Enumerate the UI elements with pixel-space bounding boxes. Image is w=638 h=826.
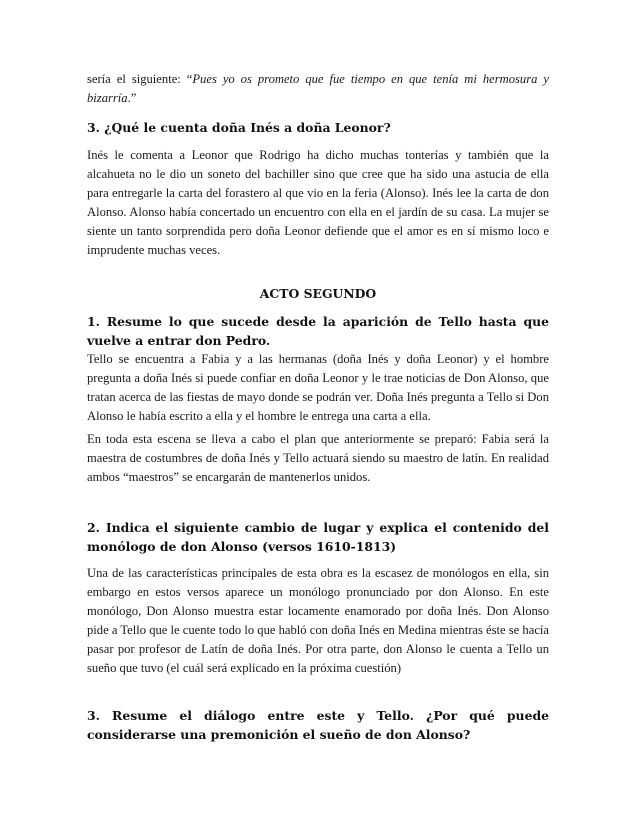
s1-heading-block bbox=[87, 312, 549, 350]
q3-heading-block bbox=[87, 118, 549, 137]
intro-paragraph-block bbox=[87, 70, 549, 108]
intro-prefix: sería el siguiente: “ bbox=[87, 72, 193, 86]
s1-paragraph-1: Tello se encuentra a Fabia y a las hermanas (doña Inés y doña Leonor) y el hombre pregunta a doña Inés si puede confiar en doña Leonor y le trae noticias de Don Alonso, que tratan acerca de las fiestas de mayo donde se podrán ver. Doña Inés pregunta a Tello si Don Alonso le había escrito a ella y el hombre le entrega una carta a ella. bbox=[87, 352, 549, 423]
s1-paragraph2-block bbox=[87, 430, 549, 487]
intro-quote: Pues yo os prometo que fue tiempo en que tenía mi hermosura y bizarría bbox=[87, 72, 549, 105]
s2-paragraph: Una de las características principales de esta obra es la escasez de monólogos en ella, sin embargo en estos versos aparece un monólogo pronunciado por don Alonso. En este monólogo, Don Alonso muestra estar locamente enamorado por doña Inés. Don Alonso pide a Tello que le cuente todo lo que habló con doña Inés en Medina mientras éste se hacía pasar por profesor de Latín de doña Inés. Por otra parte, don Alonso le cuenta a Tello un sueño que tuvo (el cuál será explicado en la próxima cuestión) bbox=[87, 566, 549, 675]
intro-suffix: .” bbox=[127, 91, 137, 105]
act-title: ACTO SEGUNDO bbox=[259, 286, 377, 301]
s1-paragraph1-block bbox=[87, 350, 549, 426]
q3-paragraph-block bbox=[87, 146, 549, 260]
s1-paragraph-2: En toda esta escena se lleva a cabo el plan que anteriormente se preparó: Fabia será la maestra de costumbres de doña Inés y Tello actuará siendo su maestro de latín. En realidad ambos “maestros” se encargarán de mantenerlos unidos. bbox=[87, 432, 549, 484]
s2-heading-block bbox=[87, 518, 549, 556]
act-title-block bbox=[87, 284, 549, 303]
q3-paragraph: Inés le comenta a Leonor que Rodrigo ha dicho muchas tonterías y también que la alcahueta no le dio un soneto del bachiller sino que cree que ha sido una astucia de ella para entregarle la carta del forastero al que vio en la feria (Alonso). Inés lee la carta de don Alonso. Alonso había concertado un encuentro con ella en el jardín de su casa. La mujer se siente un tanto sorprendida pero doña Leonor defiende que el amor es en sí mismo loco e imprudente muchas veces. bbox=[87, 148, 549, 257]
s2-paragraph-block bbox=[87, 564, 549, 678]
s3-heading: 3. Resume el diálogo entre este y Tello. ¿Por qué puede considerarse una premonición el sueño de don Alonso? bbox=[87, 708, 549, 742]
s1-heading: 1. Resume lo que sucede desde la aparición de Tello hasta que vuelve a entrar don Pedro. bbox=[87, 314, 549, 348]
intro-paragraph bbox=[87, 70, 549, 108]
q3-heading: 3. ¿Qué le cuenta doña Inés a doña Leonor? bbox=[87, 120, 391, 135]
s2-heading: 2. Indica el siguiente cambio de lugar y explica el contenido del monólogo de don Alonso (versos 1610-1813) bbox=[87, 520, 549, 554]
s3-heading-block bbox=[87, 706, 549, 744]
